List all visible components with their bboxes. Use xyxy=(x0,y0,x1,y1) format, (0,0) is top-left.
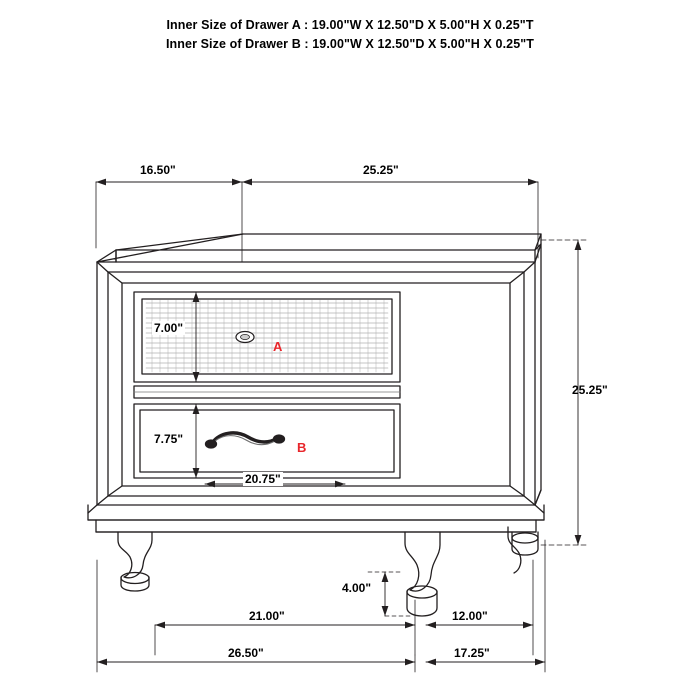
dim-drawer-b-width: 20.75" xyxy=(245,472,281,486)
dim-bottom-width-265: 26.50" xyxy=(228,646,264,660)
dim-top-left: 16.50" xyxy=(140,163,176,177)
dim-drawer-a-height: 7.00" xyxy=(154,321,184,335)
drawer-a-marker: A xyxy=(273,339,283,354)
dim-drawer-b-height: 7.75" xyxy=(154,432,184,446)
dim-right-height: 25.25" xyxy=(572,383,608,397)
dim-top-right: 25.25" xyxy=(363,163,399,177)
dim-bottom-depth-1725: 17.25" xyxy=(454,646,490,660)
header-line-1: Inner Size of Drawer A : 19.00"W X 12.50"D X 5.00"H X 0.25"T xyxy=(166,18,534,32)
dim-leg-height: 4.00" xyxy=(342,581,372,595)
dim-bottom-depth-12: 12.00" xyxy=(452,609,488,623)
dim-bottom-width-21: 21.00" xyxy=(249,609,285,623)
drawer-b-marker: B xyxy=(297,440,307,455)
header-line-2: Inner Size of Drawer B : 19.00"W X 12.50"D X 5.00"H X 0.25"T xyxy=(165,37,535,51)
